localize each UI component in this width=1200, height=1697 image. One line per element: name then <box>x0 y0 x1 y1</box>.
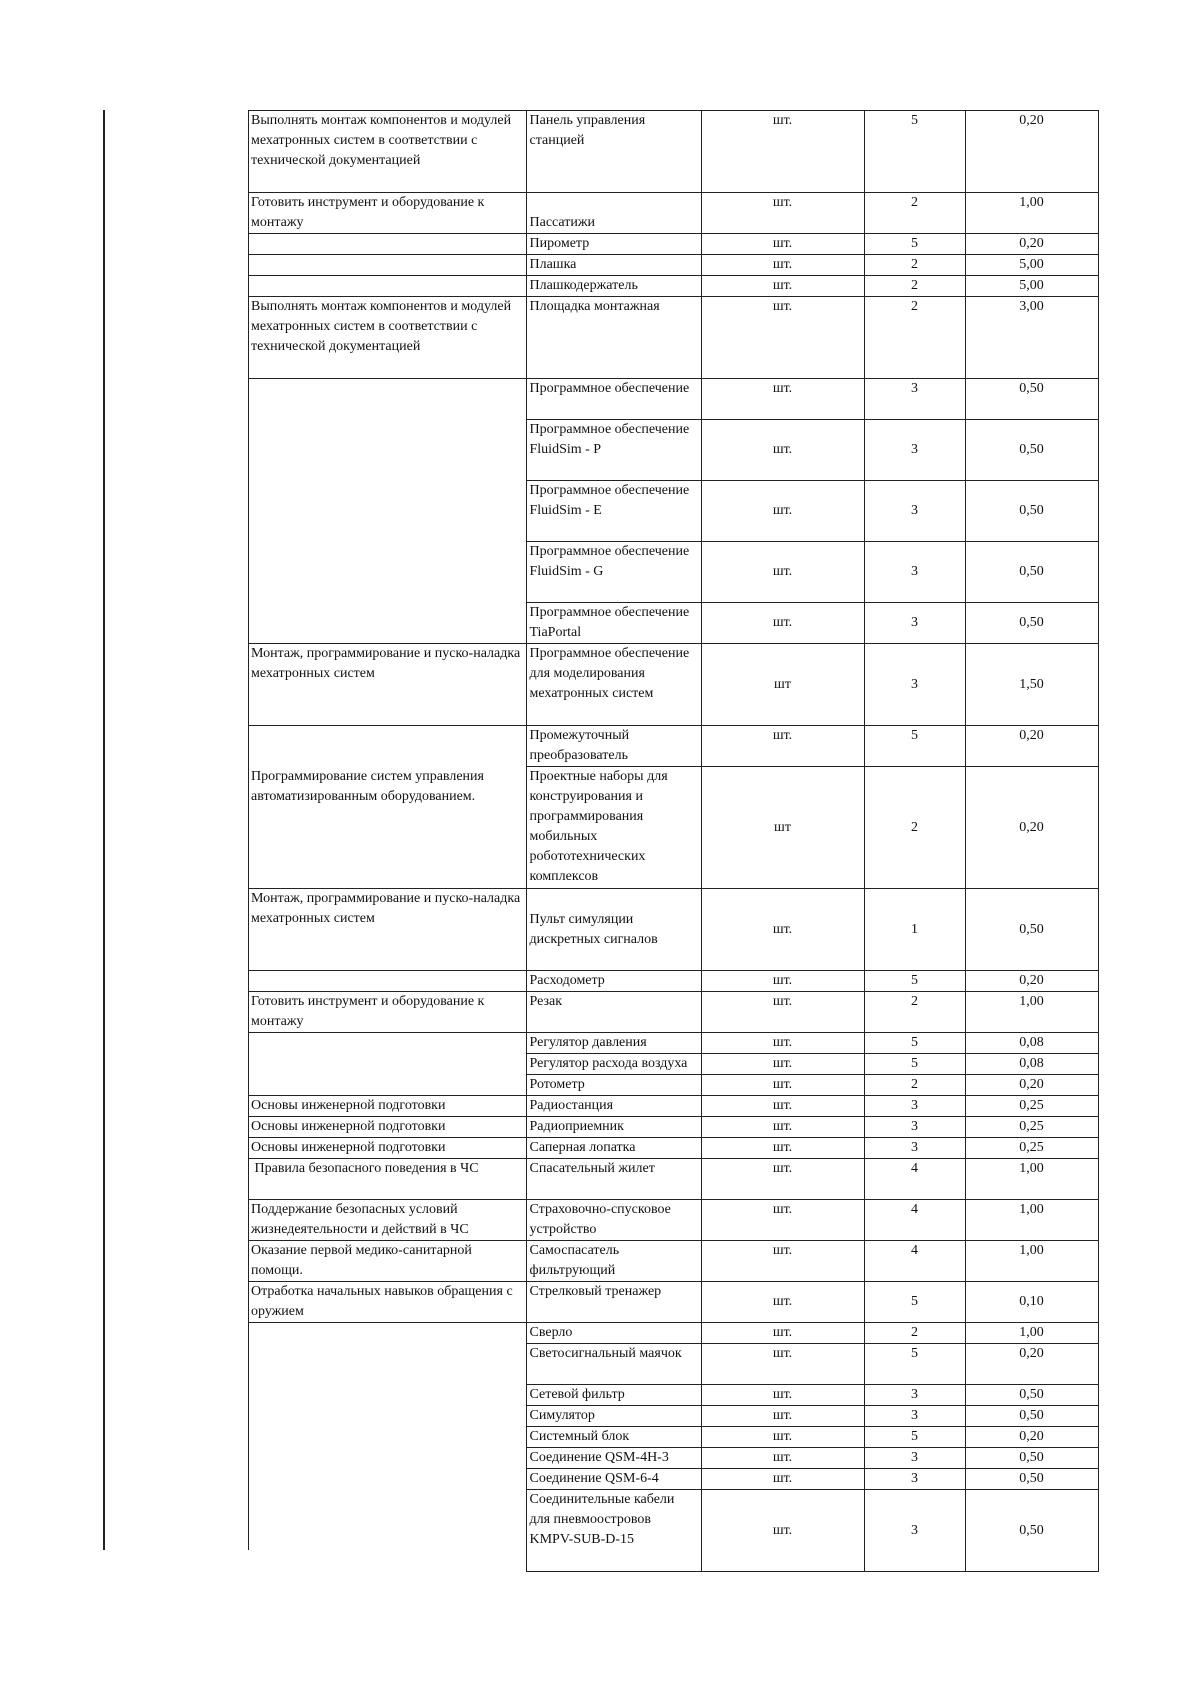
skill-cell <box>248 1385 526 1406</box>
unit-cell: шт. <box>701 971 864 992</box>
table-row <box>248 297 1098 379</box>
unit-cell: шт <box>701 767 864 889</box>
norm-cell: 1,50 <box>965 644 1098 726</box>
skill-cell: Отработка начальных навыков обращения с оружием <box>248 1282 526 1323</box>
item-cell: Резак <box>526 992 701 1033</box>
unit-cell: шт. <box>701 1075 864 1096</box>
skill-cell <box>248 1323 526 1344</box>
norm-cell: 0,20 <box>965 971 1098 992</box>
item-cell: Светосигнальный маячок <box>526 1344 701 1385</box>
item-cell: Самоспасатель фильтрующий <box>526 1241 701 1282</box>
qty-cell: 4 <box>864 1200 965 1241</box>
unit-cell: шт. <box>701 1138 864 1159</box>
item-cell: Соединение QSM-4H-3 <box>526 1448 701 1469</box>
table-row <box>248 1138 1098 1159</box>
unit-cell: шт. <box>701 297 864 379</box>
table-row <box>248 1282 1098 1323</box>
item-cell: Программное обеспечение <box>526 379 701 420</box>
norm-cell: 1,00 <box>965 992 1098 1033</box>
table-row <box>248 111 1098 193</box>
table-row <box>248 193 1098 234</box>
norm-cell: 0,50 <box>965 603 1098 644</box>
norm-cell: 0,25 <box>965 1096 1098 1117</box>
unit-cell: шт. <box>701 1200 864 1241</box>
unit-cell: шт. <box>701 1054 864 1075</box>
table-row <box>248 276 1098 297</box>
item-cell: Плашкодержатель <box>526 276 701 297</box>
norm-cell: 0,20 <box>965 1075 1098 1096</box>
norm-cell: 0,50 <box>965 379 1098 420</box>
item-cell: Плашка <box>526 255 701 276</box>
skill-cell <box>248 481 526 542</box>
page-margin-rule <box>103 110 105 1550</box>
table-row <box>248 1406 1098 1427</box>
qty-cell: 3 <box>864 603 965 644</box>
qty-cell: 2 <box>864 1323 965 1344</box>
unit-cell: шт. <box>701 1385 864 1406</box>
skill-cell: Выполнять монтаж компонентов и модулей мехатронных систем в соответствии с технической документацией <box>248 297 526 379</box>
item-cell: Симулятор <box>526 1406 701 1427</box>
item-cell: Промежуточный преобразователь <box>526 726 701 767</box>
skill-cell <box>248 603 526 644</box>
norm-cell: 1,00 <box>965 193 1098 234</box>
norm-cell: 0,20 <box>965 1427 1098 1448</box>
item-cell: Программное обеспечение для моделирования мехатронных систем <box>526 644 701 726</box>
unit-cell: шт. <box>701 1096 864 1117</box>
item-cell: Спасательный жилет <box>526 1159 701 1200</box>
table-row <box>248 603 1098 644</box>
skill-cell <box>248 726 526 767</box>
norm-cell: 0,50 <box>965 542 1098 603</box>
unit-cell: шт. <box>701 542 864 603</box>
qty-cell: 2 <box>864 276 965 297</box>
skill-cell <box>248 1490 526 1572</box>
item-cell: Ротометр <box>526 1075 701 1096</box>
skill-cell <box>248 1075 526 1096</box>
skill-cell: Готовить инструмент и оборудование к монтажу <box>248 992 526 1033</box>
item-cell: Панель управления станцией <box>526 111 701 193</box>
item-cell: Регулятор давления <box>526 1033 701 1054</box>
unit-cell: шт. <box>701 1033 864 1054</box>
item-cell: Регулятор расхода воздуха <box>526 1054 701 1075</box>
unit-cell: шт. <box>701 1469 864 1490</box>
table-row <box>248 644 1098 726</box>
skill-cell <box>248 234 526 255</box>
qty-cell: 5 <box>864 1344 965 1385</box>
qty-cell: 3 <box>864 1385 965 1406</box>
skill-cell <box>248 1469 526 1490</box>
unit-cell: шт. <box>701 1117 864 1138</box>
item-cell: Пассатижи <box>526 193 701 234</box>
skill-cell <box>248 276 526 297</box>
qty-cell: 5 <box>864 726 965 767</box>
norm-cell: 0,25 <box>965 1117 1098 1138</box>
unit-cell: шт. <box>701 1344 864 1385</box>
skill-cell: Правила безопасного поведения в ЧС <box>248 1159 526 1200</box>
qty-cell: 3 <box>864 481 965 542</box>
item-cell: Пульт симуляции дискретных сигналов <box>526 889 701 971</box>
skill-cell: Выполнять монтаж компонентов и модулей мехатронных систем в соответствии с технической документацией <box>248 111 526 193</box>
unit-cell: шт. <box>701 992 864 1033</box>
item-cell: Программное обеспечение FluidSim - P <box>526 420 701 481</box>
item-cell: Системный блок <box>526 1427 701 1448</box>
unit-cell: шт. <box>701 1159 864 1200</box>
item-cell: Площадка монтажная <box>526 297 701 379</box>
skill-cell <box>248 1406 526 1427</box>
qty-cell: 4 <box>864 1159 965 1200</box>
table-row <box>248 726 1098 767</box>
table-row <box>248 1054 1098 1075</box>
qty-cell: 1 <box>864 889 965 971</box>
skill-cell <box>248 420 526 481</box>
item-cell: Радиоприемник <box>526 1117 701 1138</box>
qty-cell: 3 <box>864 1117 965 1138</box>
qty-cell: 3 <box>864 420 965 481</box>
qty-cell: 3 <box>864 1448 965 1469</box>
skill-cell: Программирование систем управления автоматизированным оборудованием. <box>248 767 526 889</box>
norm-cell: 0,50 <box>965 1469 1098 1490</box>
norm-cell: 0,20 <box>965 767 1098 889</box>
qty-cell: 5 <box>864 971 965 992</box>
norm-cell: 0,50 <box>965 1385 1098 1406</box>
unit-cell: шт. <box>701 1282 864 1323</box>
norm-cell: 1,00 <box>965 1200 1098 1241</box>
unit-cell: шт. <box>701 603 864 644</box>
skill-cell: Оказание первой медико-санитарной помощи. <box>248 1241 526 1282</box>
unit-cell: шт. <box>701 726 864 767</box>
norm-cell: 0,50 <box>965 1490 1098 1572</box>
qty-cell: 3 <box>864 379 965 420</box>
skill-cell: Готовить инструмент и оборудование к монтажу <box>248 193 526 234</box>
table-row <box>248 1469 1098 1490</box>
item-cell: Соединительные кабели для пневмоостровов KMPV-SUB-D-15 <box>526 1490 701 1572</box>
table-row <box>248 767 1098 889</box>
unit-cell: шт. <box>701 111 864 193</box>
item-cell: Расходометр <box>526 971 701 992</box>
norm-cell: 5,00 <box>965 255 1098 276</box>
skill-cell <box>248 1344 526 1385</box>
unit-cell: шт. <box>701 889 864 971</box>
norm-cell: 0,08 <box>965 1054 1098 1075</box>
table-row <box>248 420 1098 481</box>
item-cell: Программное обеспечение TiaPortal <box>526 603 701 644</box>
table-row <box>248 379 1098 420</box>
qty-cell: 2 <box>864 992 965 1033</box>
norm-cell: 0,25 <box>965 1138 1098 1159</box>
unit-cell: шт <box>701 644 864 726</box>
unit-cell: шт. <box>701 420 864 481</box>
item-cell: Сверло <box>526 1323 701 1344</box>
table-row <box>248 1033 1098 1054</box>
qty-cell: 3 <box>864 1490 965 1572</box>
table-row <box>248 234 1098 255</box>
norm-cell: 0,50 <box>965 1406 1098 1427</box>
skill-cell <box>248 1448 526 1469</box>
unit-cell: шт. <box>701 481 864 542</box>
qty-cell: 3 <box>864 1406 965 1427</box>
qty-cell: 5 <box>864 1054 965 1075</box>
table-row <box>248 992 1098 1033</box>
item-cell: Стрелковый тренажер <box>526 1282 701 1323</box>
table-row <box>248 1490 1098 1572</box>
item-cell: Пирометр <box>526 234 701 255</box>
qty-cell: 3 <box>864 1096 965 1117</box>
norm-cell: 1,00 <box>965 1241 1098 1282</box>
qty-cell: 4 <box>864 1241 965 1282</box>
unit-cell: шт. <box>701 234 864 255</box>
qty-cell: 5 <box>864 1033 965 1054</box>
table-row <box>248 1385 1098 1406</box>
unit-cell: шт. <box>701 255 864 276</box>
qty-cell: 3 <box>864 644 965 726</box>
qty-cell: 3 <box>864 542 965 603</box>
table-row <box>248 1117 1098 1138</box>
qty-cell: 5 <box>864 1427 965 1448</box>
table-row <box>248 1159 1098 1200</box>
norm-cell: 0,20 <box>965 111 1098 193</box>
table-row <box>248 889 1098 971</box>
unit-cell: шт. <box>701 1427 864 1448</box>
qty-cell: 5 <box>864 234 965 255</box>
skill-cell <box>248 1033 526 1054</box>
unit-cell: шт. <box>701 1241 864 1282</box>
equipment-table <box>248 110 1099 1572</box>
table-row <box>248 1096 1098 1117</box>
skill-cell: Основы инженерной подготовки <box>248 1117 526 1138</box>
norm-cell: 0,20 <box>965 1344 1098 1385</box>
qty-cell: 3 <box>864 1138 965 1159</box>
item-cell: Программное обеспечение FluidSim - G <box>526 542 701 603</box>
table-row <box>248 255 1098 276</box>
qty-cell: 2 <box>864 193 965 234</box>
unit-cell: шт. <box>701 1490 864 1572</box>
table-row <box>248 971 1098 992</box>
norm-cell: 3,00 <box>965 297 1098 379</box>
unit-cell: шт. <box>701 1406 864 1427</box>
skill-cell <box>248 379 526 420</box>
table-row <box>248 1075 1098 1096</box>
skill-cell: Монтаж, программирование и пуско-наладка мехатронных систем <box>248 889 526 971</box>
table-row <box>248 1344 1098 1385</box>
table-row <box>248 481 1098 542</box>
item-cell: Саперная лопатка <box>526 1138 701 1159</box>
skill-cell <box>248 971 526 992</box>
unit-cell: шт. <box>701 1323 864 1344</box>
skill-cell: Основы инженерной подготовки <box>248 1138 526 1159</box>
table-row <box>248 1200 1098 1241</box>
unit-cell: шт. <box>701 379 864 420</box>
qty-cell: 5 <box>864 1282 965 1323</box>
qty-cell: 2 <box>864 767 965 889</box>
skill-cell <box>248 542 526 603</box>
norm-cell: 0,20 <box>965 234 1098 255</box>
table-row <box>248 542 1098 603</box>
skill-cell: Основы инженерной подготовки <box>248 1096 526 1117</box>
item-cell: Проектные наборы для конструирования и программирования мобильных робототехнических комплексов <box>526 767 701 889</box>
item-cell: Программное обеспечение FluidSim - E <box>526 481 701 542</box>
qty-cell: 3 <box>864 1469 965 1490</box>
norm-cell: 0,08 <box>965 1033 1098 1054</box>
norm-cell: 0,50 <box>965 420 1098 481</box>
norm-cell: 5,00 <box>965 276 1098 297</box>
table-row <box>248 1241 1098 1282</box>
table-row <box>248 1427 1098 1448</box>
unit-cell: шт. <box>701 193 864 234</box>
norm-cell: 1,00 <box>965 1159 1098 1200</box>
norm-cell: 0,50 <box>965 889 1098 971</box>
item-cell: Сетевой фильтр <box>526 1385 701 1406</box>
qty-cell: 2 <box>864 297 965 379</box>
skill-cell <box>248 255 526 276</box>
table-row <box>248 1323 1098 1344</box>
norm-cell: 1,00 <box>965 1323 1098 1344</box>
skill-cell: Монтаж, программирование и пуско-наладка мехатронных систем <box>248 644 526 726</box>
norm-cell: 0,20 <box>965 726 1098 767</box>
unit-cell: шт. <box>701 1448 864 1469</box>
skill-cell: Поддержание безопасных условий жизнедеятельности и действий в ЧС <box>248 1200 526 1241</box>
skill-cell <box>248 1054 526 1075</box>
qty-cell: 2 <box>864 255 965 276</box>
skill-cell <box>248 1427 526 1448</box>
norm-cell: 0,10 <box>965 1282 1098 1323</box>
norm-cell: 0,50 <box>965 1448 1098 1469</box>
item-cell: Соединение QSM-6-4 <box>526 1469 701 1490</box>
table-row <box>248 1448 1098 1469</box>
norm-cell: 0,50 <box>965 481 1098 542</box>
qty-cell: 2 <box>864 1075 965 1096</box>
qty-cell: 5 <box>864 111 965 193</box>
item-cell: Радиостанция <box>526 1096 701 1117</box>
unit-cell: шт. <box>701 276 864 297</box>
item-cell: Страховочно-спусковое устройство <box>526 1200 701 1241</box>
